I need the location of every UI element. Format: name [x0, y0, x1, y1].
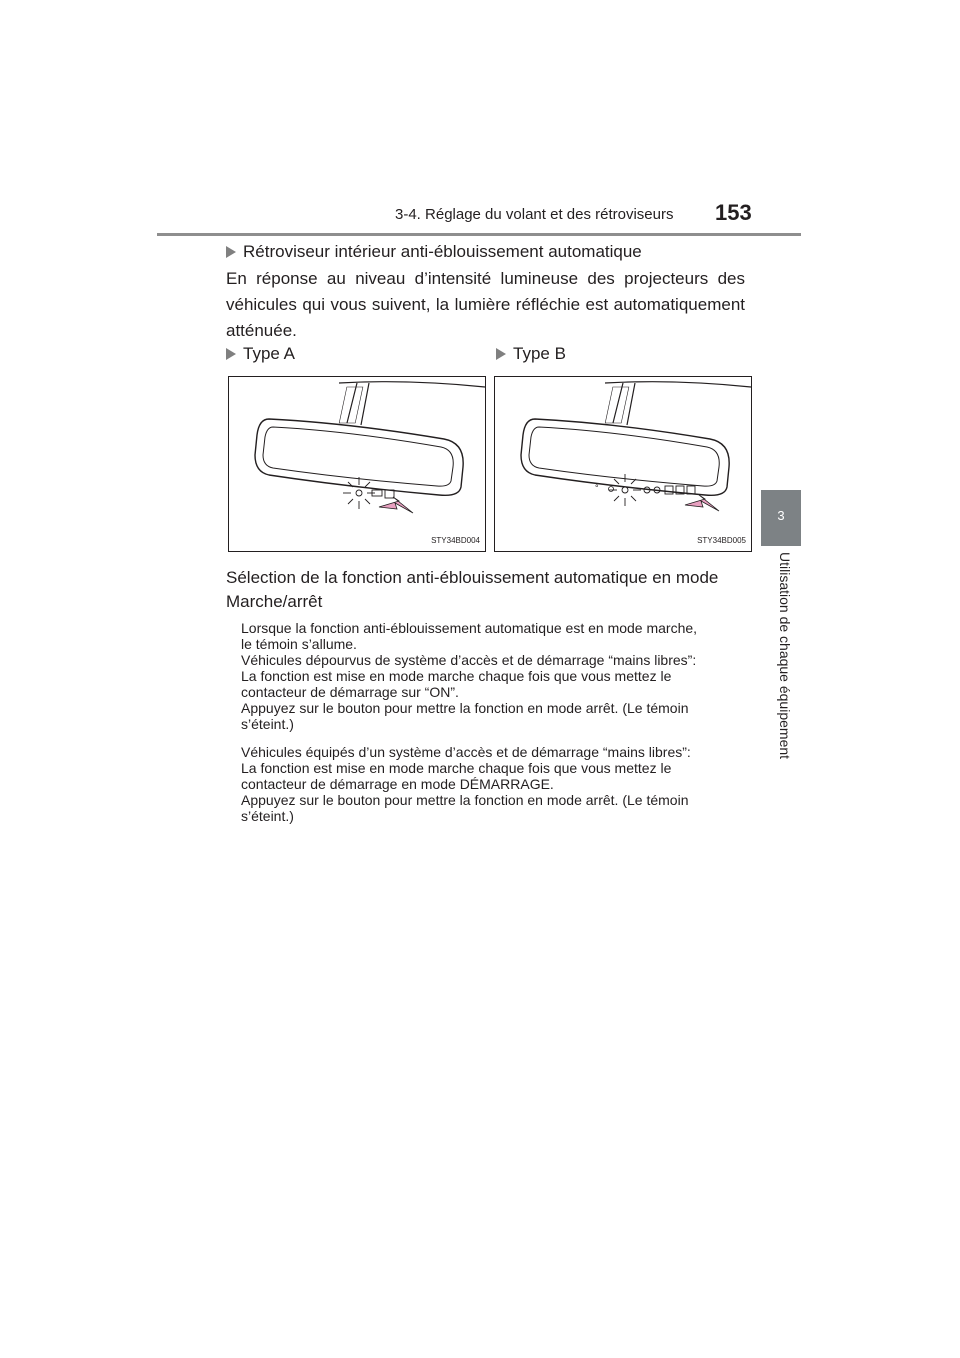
- triangle-bullet-icon: [226, 348, 236, 360]
- header-section-title: 3-4. Réglage du volant et des rétroviseurs: [395, 206, 674, 223]
- paragraph-indicator-off-conditions: [241, 620, 745, 732]
- type-b-text: Type B: [513, 344, 566, 363]
- paragraph-line: Lorsque la fonction anti-éblouissement automatique est en mode marche,: [241, 620, 698, 636]
- subheading-text: Rétroviseur intérieur anti-éblouissement automatique: [243, 242, 642, 261]
- paragraph-line: s’éteint.): [241, 808, 294, 824]
- type-a-text: Type A: [243, 344, 295, 363]
- paragraph-smart-key: [241, 744, 745, 824]
- paragraph-line: le témoin s’allume.: [241, 636, 357, 652]
- type-a-label: [226, 344, 295, 364]
- page-number: 153: [715, 200, 752, 225]
- paragraph-line: Appuyez sur le bouton pour mettre la fonction en mode arrêt. (Le témoin: [241, 792, 689, 808]
- figure-type-a: [228, 376, 486, 552]
- paragraph-line: contacteur de démarrage sur “ON”.: [241, 684, 459, 700]
- section-title: Sélection de la fonction anti-éblouissement automatique en mode Marche/arrêt: [226, 568, 719, 611]
- paragraph-line: La fonction est mise en mode marche chaque fois que vous mettez le: [241, 668, 672, 684]
- type-b-label: [496, 344, 566, 364]
- paragraph-line: Véhicules dépourvus de système d’accès et de démarrage “mains libres”:: [241, 652, 697, 668]
- header-divider: [157, 233, 801, 236]
- paragraph-line: s’éteint.): [241, 716, 294, 732]
- triangle-bullet-icon: [226, 246, 236, 258]
- paragraph-line: Véhicules équipés d’un système d’accès et de démarrage “mains libres”:: [241, 744, 691, 760]
- paragraph-line: La fonction est mise en mode marche chaque fois que vous mettez le: [241, 760, 672, 776]
- paragraph-line: Appuyez sur le bouton pour mettre la fonction en mode arrêt. (Le témoin: [241, 700, 689, 716]
- svg-text:°: °: [595, 483, 599, 493]
- triangle-bullet-icon: [496, 348, 506, 360]
- pointer-arrow-icon: [379, 497, 413, 513]
- mirror-type-a-illustration: [229, 377, 485, 551]
- mirror-type-b-illustration: [495, 377, 751, 551]
- paragraph-line: contacteur de démarrage en mode DÉMARRAGE.: [241, 776, 554, 792]
- figure-code: STY34BD004: [431, 536, 480, 545]
- chapter-label: Utilisation de chaque équipement: [777, 552, 793, 760]
- chapter-number: 3: [777, 508, 785, 523]
- intro-paragraph: En réponse au niveau d’intensité lumineuse des projecteurs des véhicules qui vous suivent, la lumière réfléchie est automatiquement atténuée.: [226, 269, 745, 340]
- figure-type-b: [494, 376, 752, 552]
- figure-code: STY34BD005: [697, 536, 746, 545]
- chapter-tab: [761, 490, 801, 546]
- subheading: [226, 242, 642, 262]
- pointer-arrow-icon: [685, 495, 719, 511]
